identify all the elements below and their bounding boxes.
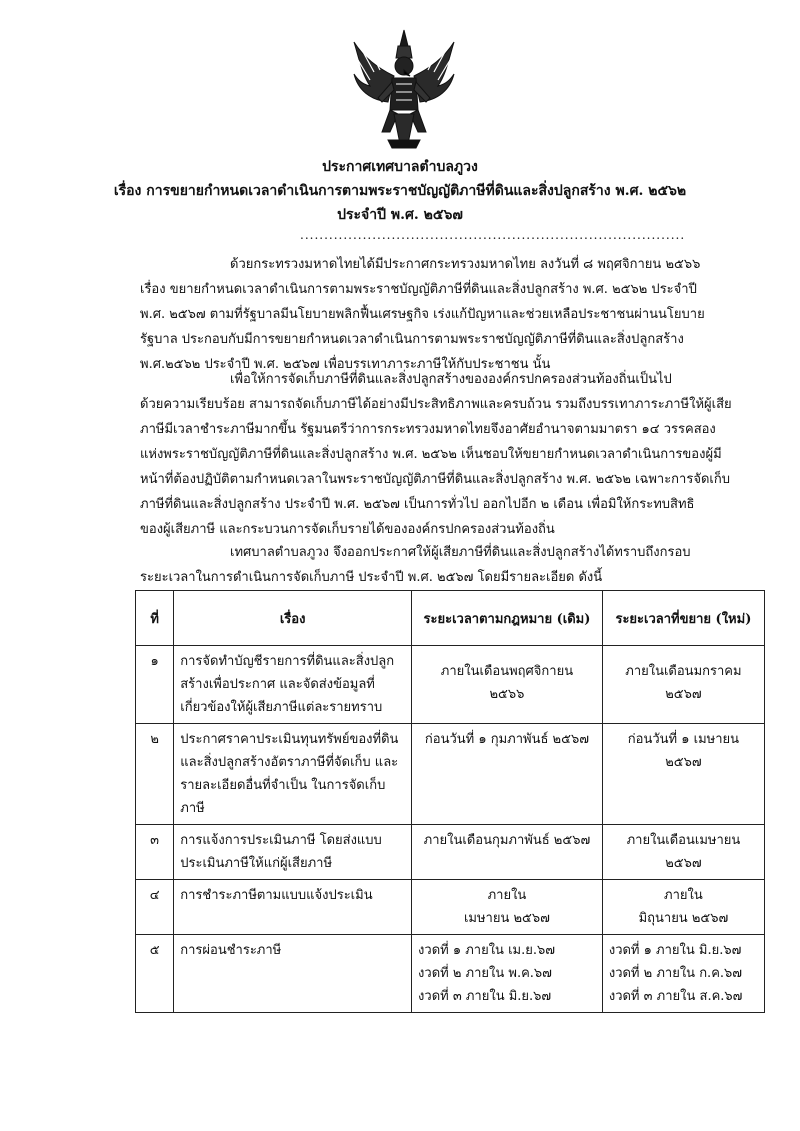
row-new-period [602, 825, 764, 880]
cell-line: งวดที่ ๑ ภายใน เม.ย.๖๗ [418, 943, 555, 958]
header-item: เรื่อง [174, 591, 412, 646]
table-row [136, 880, 765, 935]
row-item [174, 935, 412, 1013]
announcement-year: ประจำปี พ.ศ. ๒๕๖๗ [337, 207, 463, 223]
cell-line: ภายในเดือนกุมภาพันธ์ ๒๕๖๗ [423, 833, 591, 848]
cell-line: ก่อนวันที่ ๑ เมษายน [627, 732, 740, 747]
paragraph-line: พ.ศ.๒๕๖๒ ประจำปี พ.ศ. ๒๕๖๗ เพื่อบรรเทาภาระภาษีให้กับประชาชน นั้น [140, 357, 551, 372]
schedule-table [135, 590, 765, 1013]
paragraph-line: ภาษีที่ดินและสิ่งปลูกสร้าง ประจำปี พ.ศ. ๒๕๖๗ เป็นการทั่วไป ออกไปอีก ๒ เดือน เพื่อมิให้กระทบสิทธิ [140, 497, 695, 512]
cell-line: งวดที่ ๑ ภายใน มิ.ย.๖๗ [608, 943, 742, 958]
cell-line: การผ่อนชำระภาษี [180, 943, 282, 958]
cell-line: มิถุนายน ๒๕๖๗ [638, 911, 729, 926]
paragraph-1 [140, 252, 760, 377]
row-new-period [602, 880, 764, 935]
cell-line: ประเมินภาษีให้แก่ผู้เสียภาษี [180, 856, 333, 871]
paragraph-line: หน้าที่ต้องปฏิบัติตามกำหนดเวลาในพระราชบัญญัติภาษีที่ดินและสิ่งปลูกสร้าง พ.ศ. ๒๕๖๒ เฉพาะการจัดเก็บ [140, 472, 730, 487]
paragraph-line: เพื่อให้การจัดเก็บภาษีที่ดินและสิ่งปลูกสร้างขององค์กรปกครองส่วนท้องถิ่นเป็นไป [230, 372, 672, 387]
row-no: ๓ [136, 825, 174, 880]
cell-line: งวดที่ ๒ ภายใน พ.ค.๖๗ [418, 966, 552, 981]
cell-line: สร้างเพื่อประกาศ และจัดส่งข้อมูลที่ [180, 677, 375, 692]
table-header-row [136, 591, 765, 646]
cell-line: ภาษี [180, 801, 205, 816]
cell-line: ภายในเดือนพฤศจิกายน [440, 664, 574, 679]
cell-line: การชำระภาษีตามแบบแจ้งประเมิน [180, 888, 373, 903]
row-new-period [602, 646, 764, 724]
paragraph-3 [140, 540, 760, 590]
paragraph-line: ด้วยความเรียบร้อย สามารถจัดเก็บภาษีได้อย่างมีประสิทธิภาพและครบถ้วน รวมถึงบรรเทาภาระภาษีให้ผู้เสีย [140, 397, 732, 412]
cell-line: งวดที่ ๓ ภายใน ส.ค.๖๗ [608, 989, 743, 1004]
paragraph-line: ระยะเวลาในการดำเนินการจัดเก็บภาษี ประจำปี พ.ศ. ๒๕๖๗ โดยมีรายละเอียด ดังนี้ [140, 570, 603, 585]
row-new-period [602, 935, 764, 1013]
table-row [136, 825, 765, 880]
row-old-period [412, 646, 603, 724]
cell-line: ภายในเดือนมกราคม [625, 664, 742, 679]
header-old-period: ระยะเวลาตามกฎหมาย (เดิม) [412, 591, 603, 646]
paragraph-line: ภาษีมีเวลาชำระภาษีมากขึ้น รัฐมนตรีว่าการกระทรวงมหาดไทยจึงอาศัยอำนาจตามมาตรา ๑๔ วรรคสอง [140, 422, 716, 437]
paragraph-line: รัฐบาล ประกอบกับมีการขยายกำหนดเวลาดำเนินการตามพระราชบัญญัติภาษีที่ดินและสิ่งปลูกสร้าง [140, 332, 684, 347]
cell-line: ๒๕๖๗ [665, 755, 702, 770]
cell-line: ภายในเดือนเมษายน [626, 833, 741, 848]
cell-line: ๒๕๖๖ [489, 687, 525, 702]
paragraph-line: เทศบาลตำบลภูวง จึงออกประกาศให้ผู้เสียภาษีที่ดินและสิ่งปลูกสร้างได้ทราบถึงกรอบ [230, 545, 691, 560]
table-row [136, 935, 765, 1013]
header-new-period: ระยะเวลาที่ขยาย (ใหม่) [602, 591, 764, 646]
paragraph-line: พ.ศ. ๒๕๖๗ ตามที่รัฐบาลมีนโยบายพลิกฟื้นเศรษฐกิจ เร่งแก้ปัญหาและช่วยเหลือประชาชนผ่านนโยบาย [140, 307, 705, 322]
paragraph-2 [140, 367, 760, 542]
cell-line: การจัดทำบัญชีรายการที่ดินและสิ่งปลูก [180, 654, 395, 669]
table-row [136, 646, 765, 724]
cell-line: ๒๕๖๗ [665, 856, 702, 871]
row-old-period [412, 880, 603, 935]
table-row [136, 724, 765, 825]
row-item [174, 825, 412, 880]
row-old-period [412, 935, 603, 1013]
cell-line: การแจ้งการประเมินภาษี โดยส่งแบบ [180, 833, 382, 848]
announcement-subject: เรื่อง การขยายกำหนดเวลาดำเนินการตามพระราชบัญญัติภาษีที่ดินและสิ่งปลูกสร้าง พ.ศ. ๒๕๖๒ [113, 183, 687, 199]
cell-line: เมษายน ๒๕๖๗ [463, 911, 550, 926]
paragraph-line: แห่งพระราชบัญญัติภาษีที่ดินและสิ่งปลูกสร้าง พ.ศ. ๒๕๖๒ เห็นชอบให้ขยายกำหนดเวลาดำเนินการของผู้มี [140, 447, 722, 462]
cell-line: ๒๕๖๗ [665, 687, 702, 702]
cell-line: เกี่ยวข้องให้ผู้เสียภาษีแต่ละรายทราบ [180, 700, 383, 715]
cell-line: ก่อนวันที่ ๑ กุมภาพันธ์ ๒๕๖๗ [424, 732, 589, 747]
row-item [174, 724, 412, 825]
row-item [174, 646, 412, 724]
paragraph-line: เรื่อง ขยายกำหนดเวลาดำเนินการตามพระราชบัญญัติภาษีที่ดินและสิ่งปลูกสร้าง พ.ศ. ๒๕๖๒ ประจำปี [140, 282, 697, 297]
cell-line: รายละเอียดอื่นที่จำเป็น ในการจัดเก็บ [180, 778, 386, 793]
cell-line: และสิ่งปลูกสร้างอัตราภาษีที่จัดเก็บ และ [180, 755, 399, 770]
cell-line: ภายใน [487, 888, 527, 903]
paragraph-line: ของผู้เสียภาษี และกระบวนการจัดเก็บรายได้ขององค์กรปกครองส่วนท้องถิ่น [140, 522, 555, 537]
paragraph-line: ด้วยกระทรวงมหาดไทยได้มีประกาศกระทรวงมหาดไทย ลงวันที่ ๘ พฤศจิกายน ๒๕๖๖ [230, 257, 701, 272]
garuda-emblem-icon [348, 28, 460, 152]
row-no: ๒ [136, 724, 174, 825]
cell-line: งวดที่ ๒ ภายใน ก.ค.๖๗ [608, 966, 743, 981]
title-separator: ................................................................................ [300, 228, 686, 242]
cell-line: ประกาศราคาประเมินทุนทรัพย์ของที่ดิน [180, 732, 399, 747]
row-old-period [412, 825, 603, 880]
row-no: ๑ [136, 646, 174, 724]
row-old-period [412, 724, 603, 825]
header-no: ที่ [136, 591, 174, 646]
row-no: ๔ [136, 880, 174, 935]
row-new-period [602, 724, 764, 825]
row-no: ๕ [136, 935, 174, 1013]
announcement-title: ประกาศเทศบาลตำบลภูวง [322, 159, 478, 175]
cell-line: งวดที่ ๓ ภายใน มิ.ย.๖๗ [418, 989, 552, 1004]
row-item [174, 880, 412, 935]
cell-line: ภายใน [664, 888, 703, 903]
